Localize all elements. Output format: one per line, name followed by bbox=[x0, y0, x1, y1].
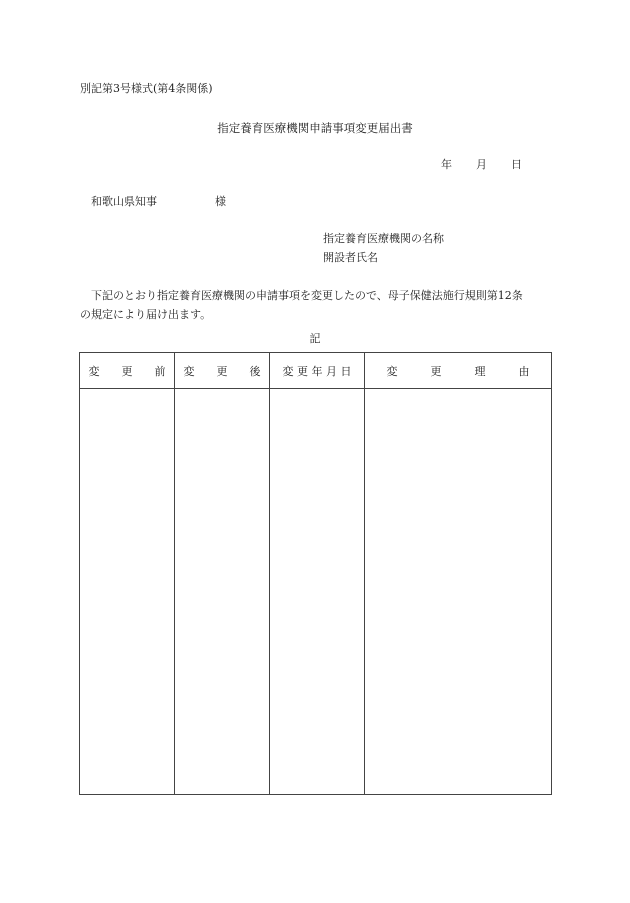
date-day-label: 日 bbox=[511, 158, 522, 171]
addressee-line bbox=[91, 193, 226, 209]
date-month-label: 月 bbox=[476, 158, 487, 171]
document-title: 指定養育医療機関申請事項変更届出書 bbox=[217, 121, 413, 135]
facility-name-label: 指定養育医療機関の名称 bbox=[323, 232, 444, 245]
founder-name-label: 開設者氏名 bbox=[323, 251, 378, 264]
addressee-honorific: 様 bbox=[215, 195, 226, 208]
header-after-change: 変 更 後 bbox=[175, 353, 270, 389]
cell-change-reason[interactable] bbox=[365, 389, 552, 795]
addressee-name: 和歌山県知事 bbox=[91, 195, 157, 208]
header-change-date: 変 更 年 月 日 bbox=[270, 353, 365, 389]
cell-after-change[interactable] bbox=[175, 389, 270, 795]
change-table-entry-row bbox=[80, 389, 552, 795]
form-reference: 別記第3号様式(第4条関係) bbox=[80, 82, 213, 95]
date-line bbox=[441, 156, 522, 172]
change-table-header-row bbox=[80, 353, 552, 389]
ki-label: 記 bbox=[309, 332, 321, 345]
header-before-change: 変 更 前 bbox=[80, 353, 175, 389]
body-line-1: 下記のとおり指定養育医療機関の申請事項を変更したので、母子保健法施行規則第12条 bbox=[91, 289, 523, 302]
body-paragraph bbox=[80, 286, 550, 324]
cell-change-date[interactable] bbox=[270, 389, 365, 795]
cell-before-change[interactable] bbox=[80, 389, 175, 795]
header-change-reason: 変 更 理 由 bbox=[365, 353, 552, 389]
body-line-2: の規定により届け出ます。 bbox=[80, 308, 212, 321]
date-year-label: 年 bbox=[441, 158, 452, 171]
change-table bbox=[79, 352, 552, 795]
